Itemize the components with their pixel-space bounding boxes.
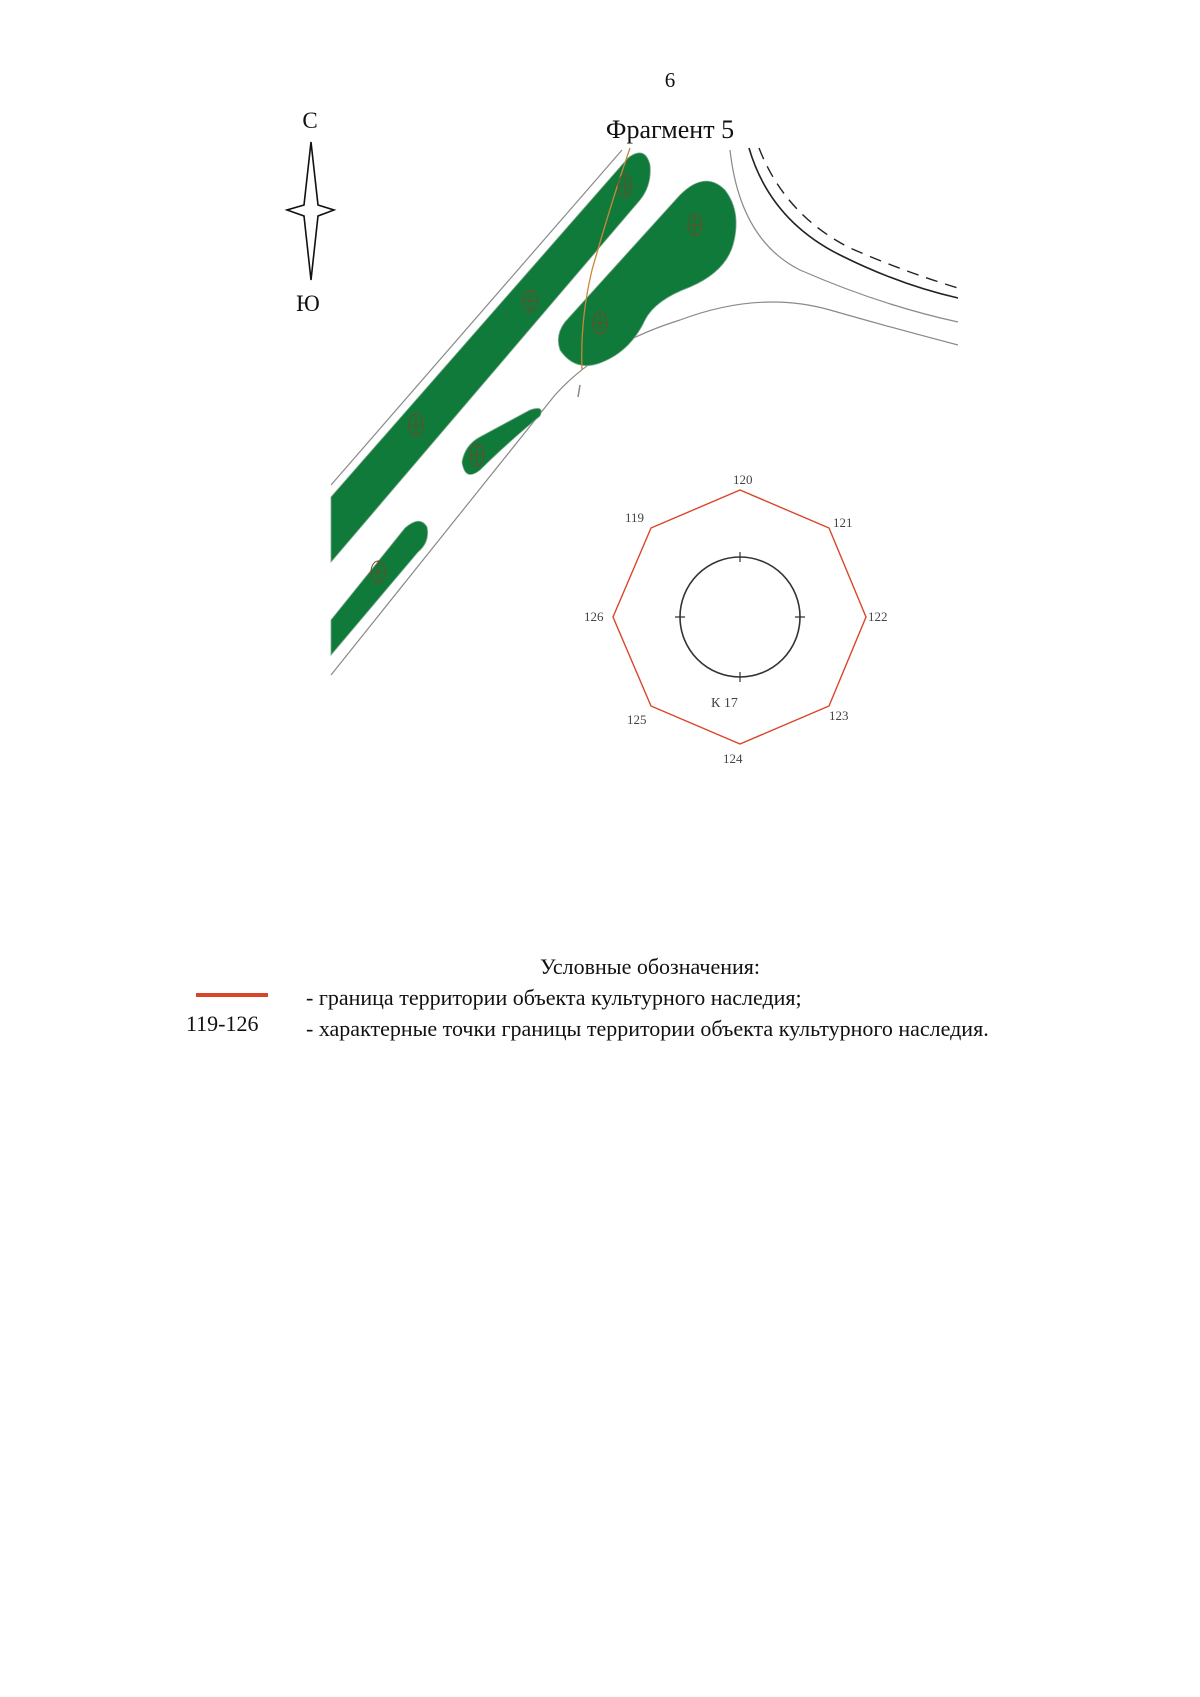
- site-label: К 17: [711, 696, 738, 711]
- point-label-119: 119: [625, 510, 645, 525]
- page-number: 6: [664, 68, 676, 92]
- legend-item-points: - характерные точки границы территории объекта культурного наследия.: [306, 1016, 989, 1041]
- point-label-122: 122: [868, 609, 888, 624]
- heritage-boundary: [613, 490, 866, 744]
- legend-points-code: 119-126: [186, 1011, 259, 1036]
- tree-icon: [409, 414, 423, 436]
- compass-rose-icon: [287, 142, 334, 280]
- point-label-121: 121: [833, 515, 853, 530]
- point-label-123: 123: [829, 708, 849, 723]
- point-label-120: 120: [733, 472, 753, 487]
- tree-icon: [593, 312, 607, 334]
- tree-icon: [470, 444, 484, 466]
- fragment-title: Фрагмент 5: [605, 115, 735, 144]
- legend-boundary-swatch: [196, 993, 268, 997]
- point-label-126: 126: [584, 609, 604, 624]
- tree-icon: [618, 175, 632, 197]
- site-circle-ticks: [675, 552, 805, 682]
- point-label-125: 125: [627, 712, 647, 727]
- road-edge-upper: [730, 150, 958, 322]
- tree-icon: [688, 214, 702, 236]
- tree-icon: [523, 290, 537, 312]
- point-label-124: 124: [723, 751, 743, 766]
- compass-north-label: С: [302, 108, 318, 133]
- greenery: [331, 153, 736, 655]
- legend-item-boundary: - граница территории объекта культурного наследия;: [306, 985, 802, 1010]
- tree-icon: [371, 561, 385, 583]
- compass-south-label: Ю: [296, 291, 320, 316]
- road-curb: [749, 148, 958, 298]
- map-fragment: [0, 0, 1200, 800]
- road-edge-lower: [331, 302, 958, 675]
- legend-title: Условные обозначения:: [539, 954, 761, 979]
- site-circle: [680, 557, 800, 677]
